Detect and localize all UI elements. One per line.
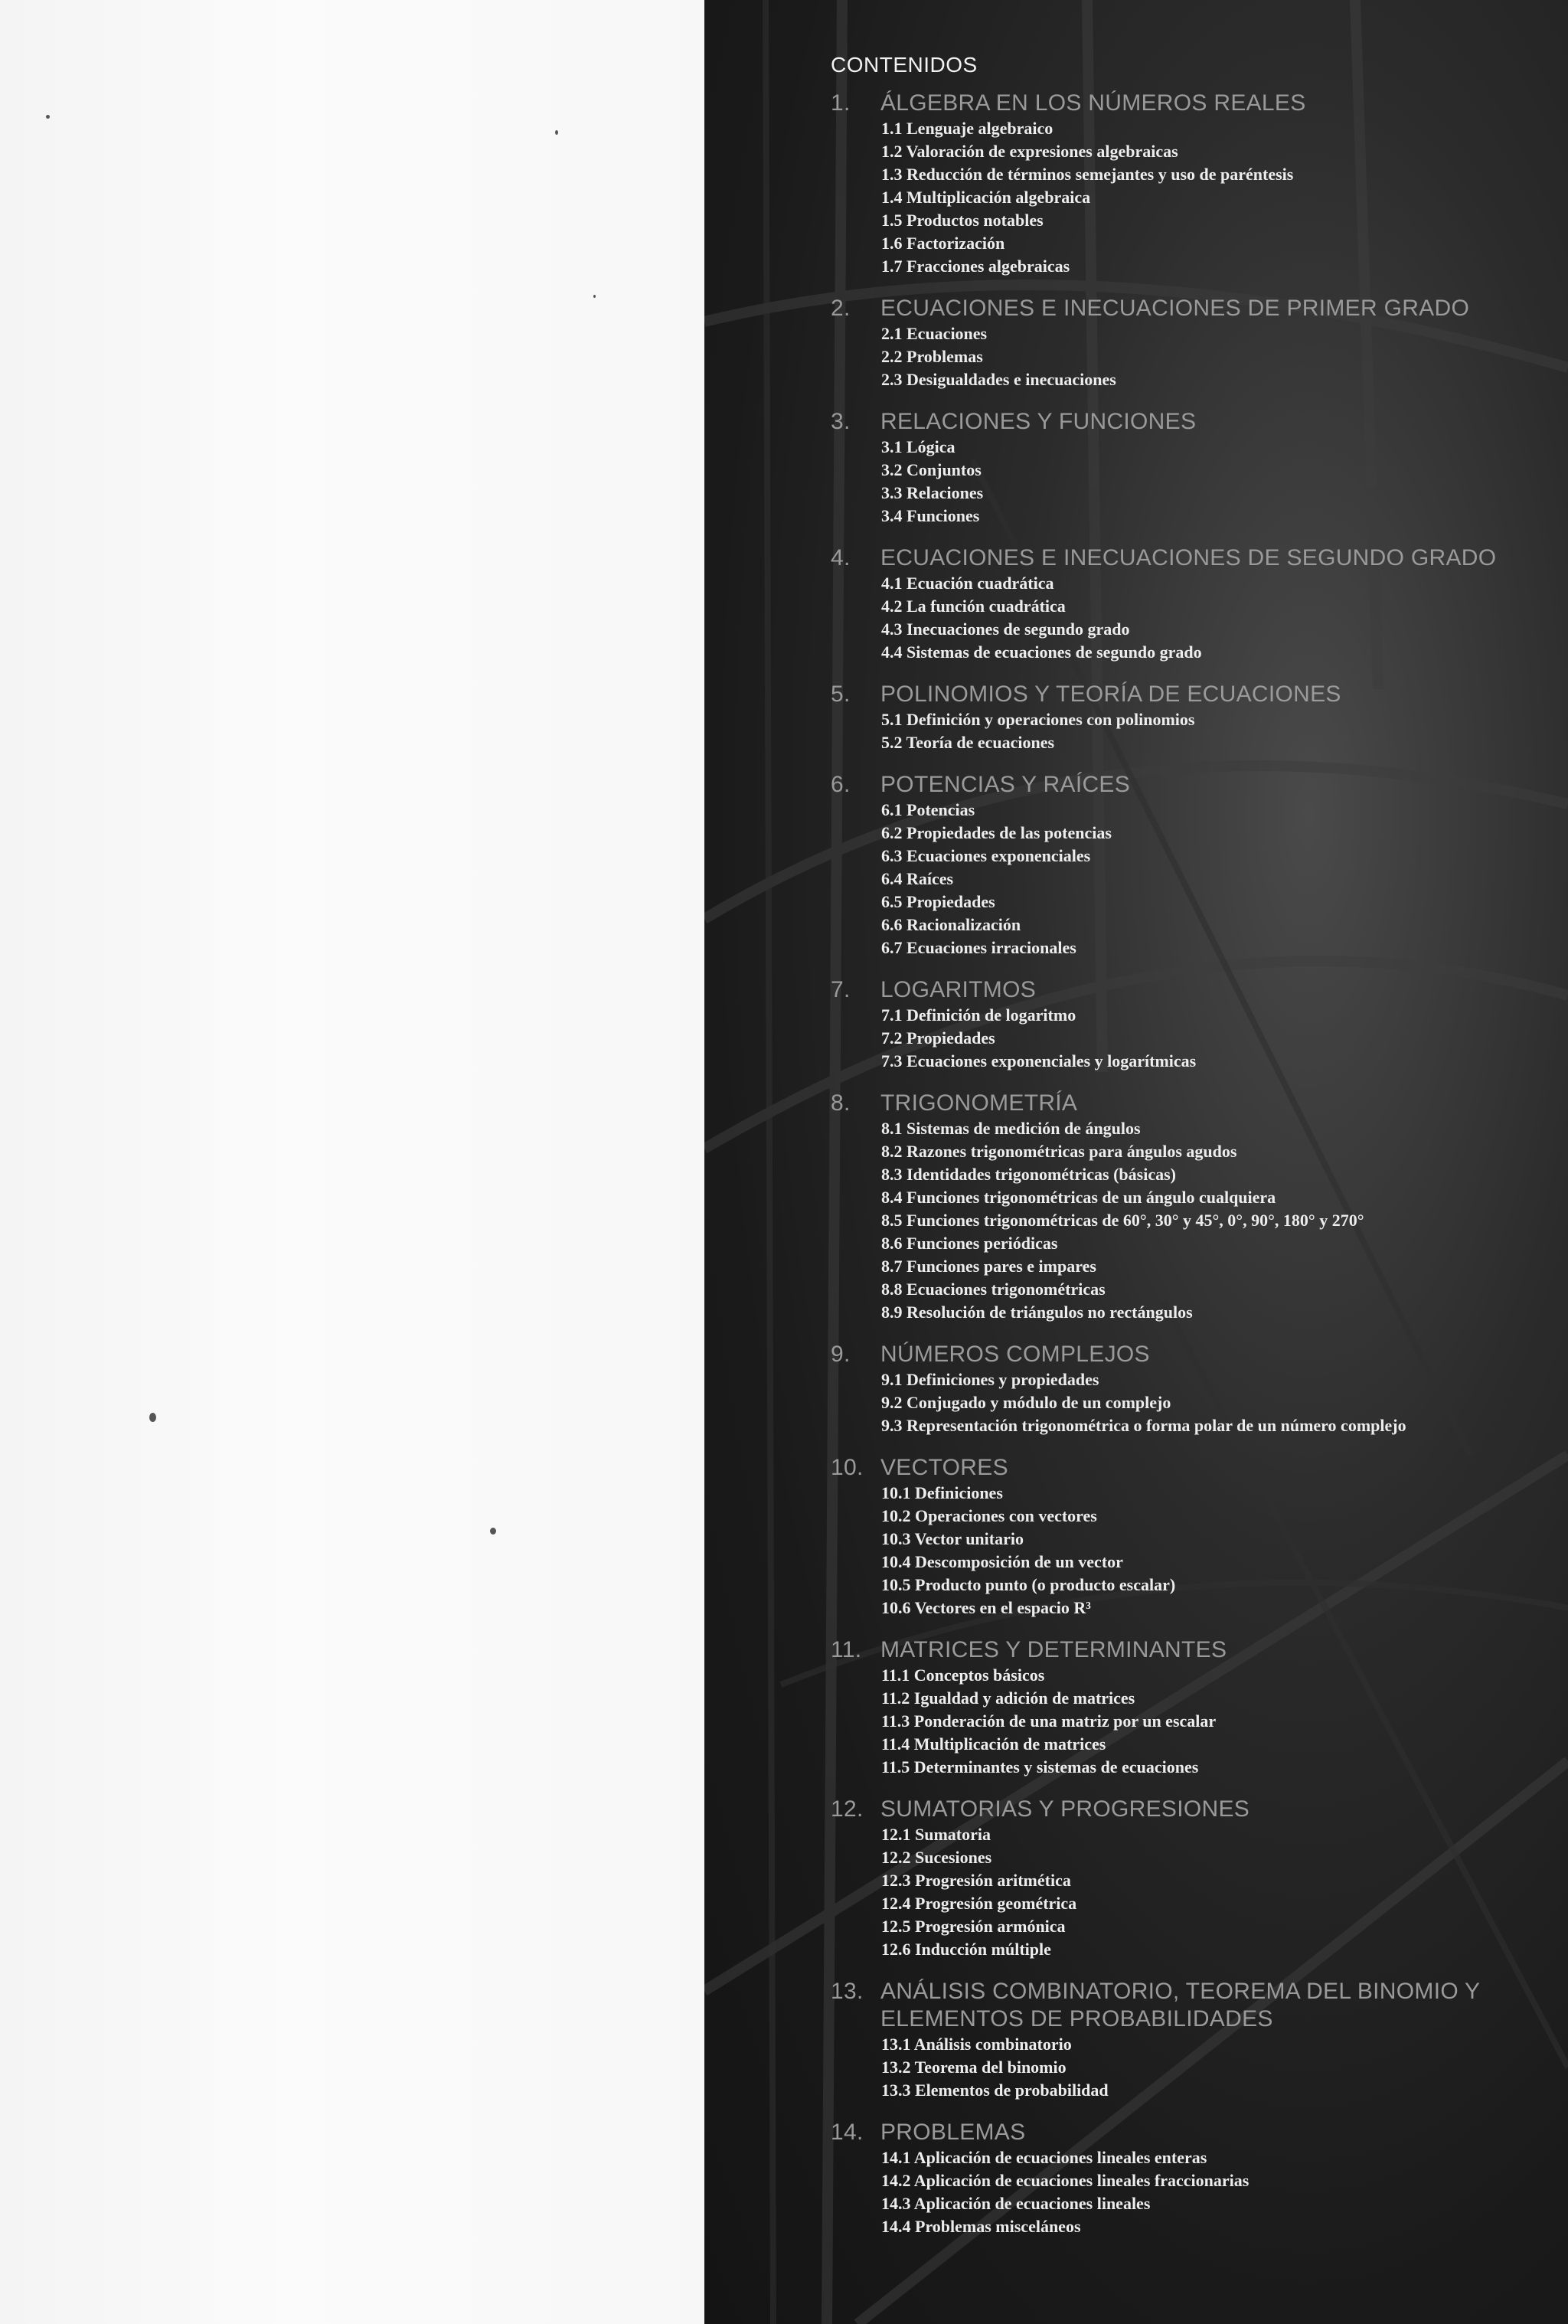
section-item: 9.3 Representación trigonométrica o forma polar de un número complejo [881,1416,1406,1435]
chapter-number: 12. [831,1796,864,1822]
chapter-number: 13. [831,1979,864,2004]
chapter-number: 1. [831,90,851,116]
paper-speck [593,295,596,298]
section-item: 8.7 Funciones pares e impares [881,1257,1096,1276]
section-item: 8.9 Resolución de triángulos no rectángulos [881,1303,1193,1322]
chapter-heading [831,1636,1543,1664]
section-item: 14.2 Aplicación de ecuaciones lineales fraccionarias [881,2171,1250,2190]
chapter-block [831,1090,1543,1324]
section-item: 10.1 Definiciones [881,1483,1003,1502]
paper-speck [149,1413,156,1422]
chapter-title: SUMATORIAS Y PROGRESIONES [880,1796,1250,1822]
chapter-block [831,1454,1543,1620]
section-item: 9.1 Definiciones y propiedades [881,1370,1099,1389]
section-item: 13.3 Elementos de probabilidad [881,2080,1109,2100]
section-item: 7.2 Propiedades [881,1028,995,1048]
left-page-blank [0,0,720,2324]
section-list [831,436,1543,528]
section-item: 1.1 Lenguaje algebraico [881,119,1054,138]
chapter-list [831,90,1543,2238]
section-item: 6.5 Propiedades [881,892,995,911]
chapter-title: NÚMEROS COMPLEJOS [880,1342,1150,1367]
section-item: 12.4 Progresión geométrica [881,1894,1077,1913]
paper-speck [490,1528,496,1535]
section-item: 1.4 Multiplicación algebraica [881,188,1091,207]
section-item: 10.6 Vectores en el espacio R³ [881,1598,1091,1617]
chapter-heading [831,295,1543,322]
chapter-block [831,544,1543,664]
section-list [831,1117,1543,1324]
chapter-title: ÁLGEBRA EN LOS NÚMEROS REALES [880,90,1306,116]
section-list [831,1004,1543,1073]
section-item: 1.5 Productos notables [881,211,1044,230]
section-item: 4.3 Inecuaciones de segundo grado [881,619,1130,639]
section-item: 8.3 Identidades trigonométricas (básicas) [881,1165,1176,1184]
chapter-block [831,681,1543,754]
chapter-title: VECTORES [880,1455,1008,1480]
chapter-heading [831,1454,1543,1482]
section-item: 6.3 Ecuaciones exponenciales [881,846,1091,865]
chapter-title: ECUACIONES E INECUACIONES DE SEGUNDO GRADO [880,545,1497,570]
chapter-block [831,771,1543,959]
chapter-number: 10. [831,1455,864,1480]
chapter-heading [831,2119,1543,2146]
section-item: 6.7 Ecuaciones irracionales [881,938,1076,957]
chapter-title: MATRICES Y DETERMINANTES [880,1637,1227,1662]
chapter-number: 4. [831,545,851,570]
section-list [831,2146,1543,2238]
chapter-number: 11. [831,1637,862,1662]
section-item: 12.2 Sucesiones [881,1848,992,1867]
section-item: 11.3 Ponderación de una matriz por un escalar [881,1711,1217,1731]
chapter-block [831,1636,1543,1779]
chapter-title: POTENCIAS Y RAÍCES [880,772,1131,797]
section-item: 12.6 Inducción múltiple [881,1940,1051,1959]
section-item: 7.1 Definición de logaritmo [881,1005,1076,1025]
section-item: 8.4 Funciones trigonométricas de un ángulo cualquiera [881,1188,1276,1207]
section-item: 6.2 Propiedades de las potencias [881,823,1112,842]
section-item: 12.1 Sumatoria [881,1825,991,1844]
chapter-title: ANÁLISIS COMBINATORIO, TEOREMA DEL BINOMIO Y ELEMENTOS DE PROBABILIDADES [880,1979,1480,2031]
section-item: 14.4 Problemas misceláneos [881,2217,1081,2236]
chapter-number: 8. [831,1090,851,1116]
section-list [831,117,1543,278]
chapter-number: 5. [831,682,851,707]
chapter-heading [831,976,1543,1004]
chapter-block [831,1978,1543,2102]
section-list [831,2033,1543,2102]
section-item: 9.2 Conjugado y módulo de un complejo [881,1393,1171,1412]
section-list [831,708,1543,754]
section-item: 10.2 Operaciones con vectores [881,1506,1097,1525]
chapter-number: 2. [831,296,851,321]
chapter-heading [831,90,1543,117]
chapter-block [831,2119,1543,2238]
section-item: 13.1 Análisis combinatorio [881,2035,1072,2054]
section-item: 10.5 Producto punto (o producto escalar) [881,1575,1176,1594]
section-item: 11.2 Igualdad y adición de matrices [881,1688,1135,1708]
section-item: 4.2 La función cuadrática [881,597,1066,616]
section-item: 8.6 Funciones periódicas [881,1234,1058,1253]
section-item: 8.5 Funciones trigonométricas de 60°, 30° y 45°, 0°, 90°, 180° y 270° [881,1211,1364,1230]
section-item: 10.4 Descomposición de un vector [881,1552,1123,1571]
section-item: 6.6 Racionalización [881,915,1021,934]
section-list [831,322,1543,391]
chapter-number: 6. [831,772,851,797]
section-item: 5.1 Definición y operaciones con polinomios [881,710,1195,729]
chapter-block [831,1341,1543,1437]
chapter-block [831,90,1543,278]
table-of-contents [831,50,1543,2255]
paper-speck [555,130,558,135]
paper-speck [46,115,50,119]
chapter-title: TRIGONOMETRÍA [880,1090,1078,1116]
chapter-heading [831,1090,1543,1117]
section-item: 6.1 Potencias [881,800,975,819]
section-item: 10.3 Vector unitario [881,1529,1024,1548]
section-list [831,1664,1543,1779]
chapter-number: 3. [831,409,851,434]
section-item: 2.3 Desigualdades e inecuaciones [881,370,1116,389]
section-item: 1.7 Fracciones algebraicas [881,257,1070,276]
section-item: 3.3 Relaciones [881,483,984,502]
section-item: 1.3 Reducción de términos semejantes y uso de paréntesis [881,165,1294,184]
section-item: 13.2 Teorema del binomio [881,2058,1067,2077]
chapter-block [831,976,1543,1073]
section-list [831,1368,1543,1437]
section-item: 1.6 Factorización [881,234,1005,253]
chapter-title: RELACIONES Y FUNCIONES [880,409,1197,434]
chapter-heading [831,771,1543,799]
section-item: 3.1 Lógica [881,437,956,456]
section-item: 2.1 Ecuaciones [881,324,988,343]
section-item: 2.2 Problemas [881,347,983,366]
chapter-heading [831,681,1543,708]
section-item: 14.3 Aplicación de ecuaciones lineales [881,2194,1151,2213]
section-item: 8.1 Sistemas de medición de ángulos [881,1119,1141,1138]
section-item: 1.2 Valoración de expresiones algebraicas [881,142,1178,161]
chapter-heading [831,544,1543,572]
chapter-heading [831,1978,1543,2033]
section-list [831,799,1543,959]
chapter-title: POLINOMIOS Y TEORÍA DE ECUACIONES [880,682,1341,707]
section-item: 6.4 Raíces [881,869,954,888]
chapter-block [831,408,1543,528]
chapter-title: PROBLEMAS [880,2120,1026,2145]
chapter-heading [831,1796,1543,1823]
section-list [831,1482,1543,1620]
section-item: 8.8 Ecuaciones trigonométricas [881,1280,1106,1299]
section-item: 4.4 Sistemas de ecuaciones de segundo grado [881,642,1202,662]
section-item: 14.1 Aplicación de ecuaciones lineales enteras [881,2148,1207,2167]
section-list [831,1823,1543,1961]
section-item: 11.1 Conceptos básicos [881,1665,1045,1685]
section-item: 8.2 Razones trigonométricas para ángulos agudos [881,1142,1237,1161]
section-item: 3.4 Funciones [881,506,980,525]
chapter-title: ECUACIONES E INECUACIONES DE PRIMER GRADO [880,296,1470,321]
chapter-number: 14. [831,2120,864,2145]
chapter-block [831,295,1543,391]
chapter-heading [831,408,1543,436]
section-item: 7.3 Ecuaciones exponenciales y logarítmicas [881,1051,1197,1070]
chapter-block [831,1796,1543,1961]
chapter-number: 7. [831,977,851,1002]
section-item: 11.5 Determinantes y sistemas de ecuaciones [881,1757,1199,1777]
section-item: 12.5 Progresión armónica [881,1917,1066,1936]
toc-title: CONTENIDOS [831,53,978,77]
section-item: 3.2 Conjuntos [881,460,982,479]
section-item: 5.2 Teoría de ecuaciones [881,733,1055,752]
section-item: 12.3 Progresión aritmética [881,1871,1071,1890]
chapter-number: 9. [831,1342,851,1367]
chapter-title: LOGARITMOS [880,977,1037,1002]
section-item: 4.1 Ecuación cuadrática [881,574,1054,593]
section-list [831,572,1543,664]
section-item: 11.4 Multiplicación de matrices [881,1734,1106,1754]
chapter-heading [831,1341,1543,1368]
